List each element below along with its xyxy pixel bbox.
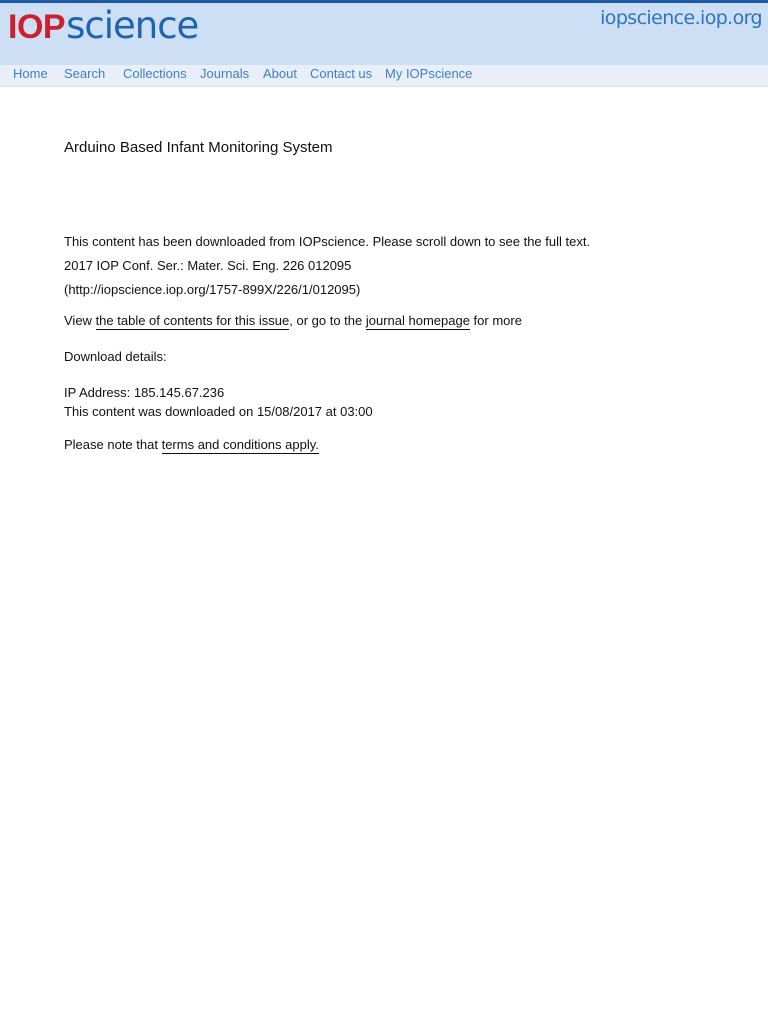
view-prefix-text: View [64, 313, 96, 328]
terms-and-conditions-link[interactable]: terms and conditions apply. [161, 437, 319, 452]
downloaded-notice-text: This content has been downloaded from IOPscience. Please scroll down to see the full text. [64, 234, 591, 249]
journal-homepage-link[interactable]: journal homepage [365, 313, 470, 328]
main-nav [0, 65, 768, 87]
nav-home[interactable]: Home [13, 66, 48, 81]
nav-my-iopscience[interactable]: My IOPscience [385, 66, 473, 81]
view-line [64, 312, 522, 329]
site-header [0, 0, 768, 65]
note-prefix-text: Please note that [64, 437, 162, 452]
citation-text: 2017 IOP Conf. Ser.: Mater. Sci. Eng. 226 012095 [64, 258, 352, 273]
view-middle-text: , or go to the [289, 313, 366, 328]
terms-line [64, 436, 319, 453]
table-of-contents-link[interactable]: the table of contents for this issue [95, 313, 290, 328]
article-url-text: (http://iopscience.iop.org/1757-899X/226/1/012095) [64, 282, 361, 297]
logo-science-text: science [66, 4, 199, 47]
view-suffix-text: for more [469, 313, 522, 328]
downloaded-on-text: This content was downloaded on 15/08/2017 at 03:00 [64, 404, 373, 419]
nav-about[interactable]: About [263, 66, 297, 81]
logo-iop-text: IOP [8, 8, 66, 46]
site-url-link[interactable]: iopscience.iop.org [600, 7, 762, 29]
article-title: Arduino Based Infant Monitoring System [64, 139, 333, 156]
download-details-heading: Download details: [64, 349, 167, 364]
nav-collections[interactable]: Collections [123, 66, 187, 81]
nav-search[interactable]: Search [64, 66, 106, 81]
iopscience-logo[interactable] [8, 6, 198, 46]
ip-address-text: IP Address: 185.145.67.236 [64, 385, 225, 400]
nav-contact-us[interactable]: Contact us [310, 66, 373, 81]
nav-journals[interactable]: Journals [200, 66, 250, 81]
